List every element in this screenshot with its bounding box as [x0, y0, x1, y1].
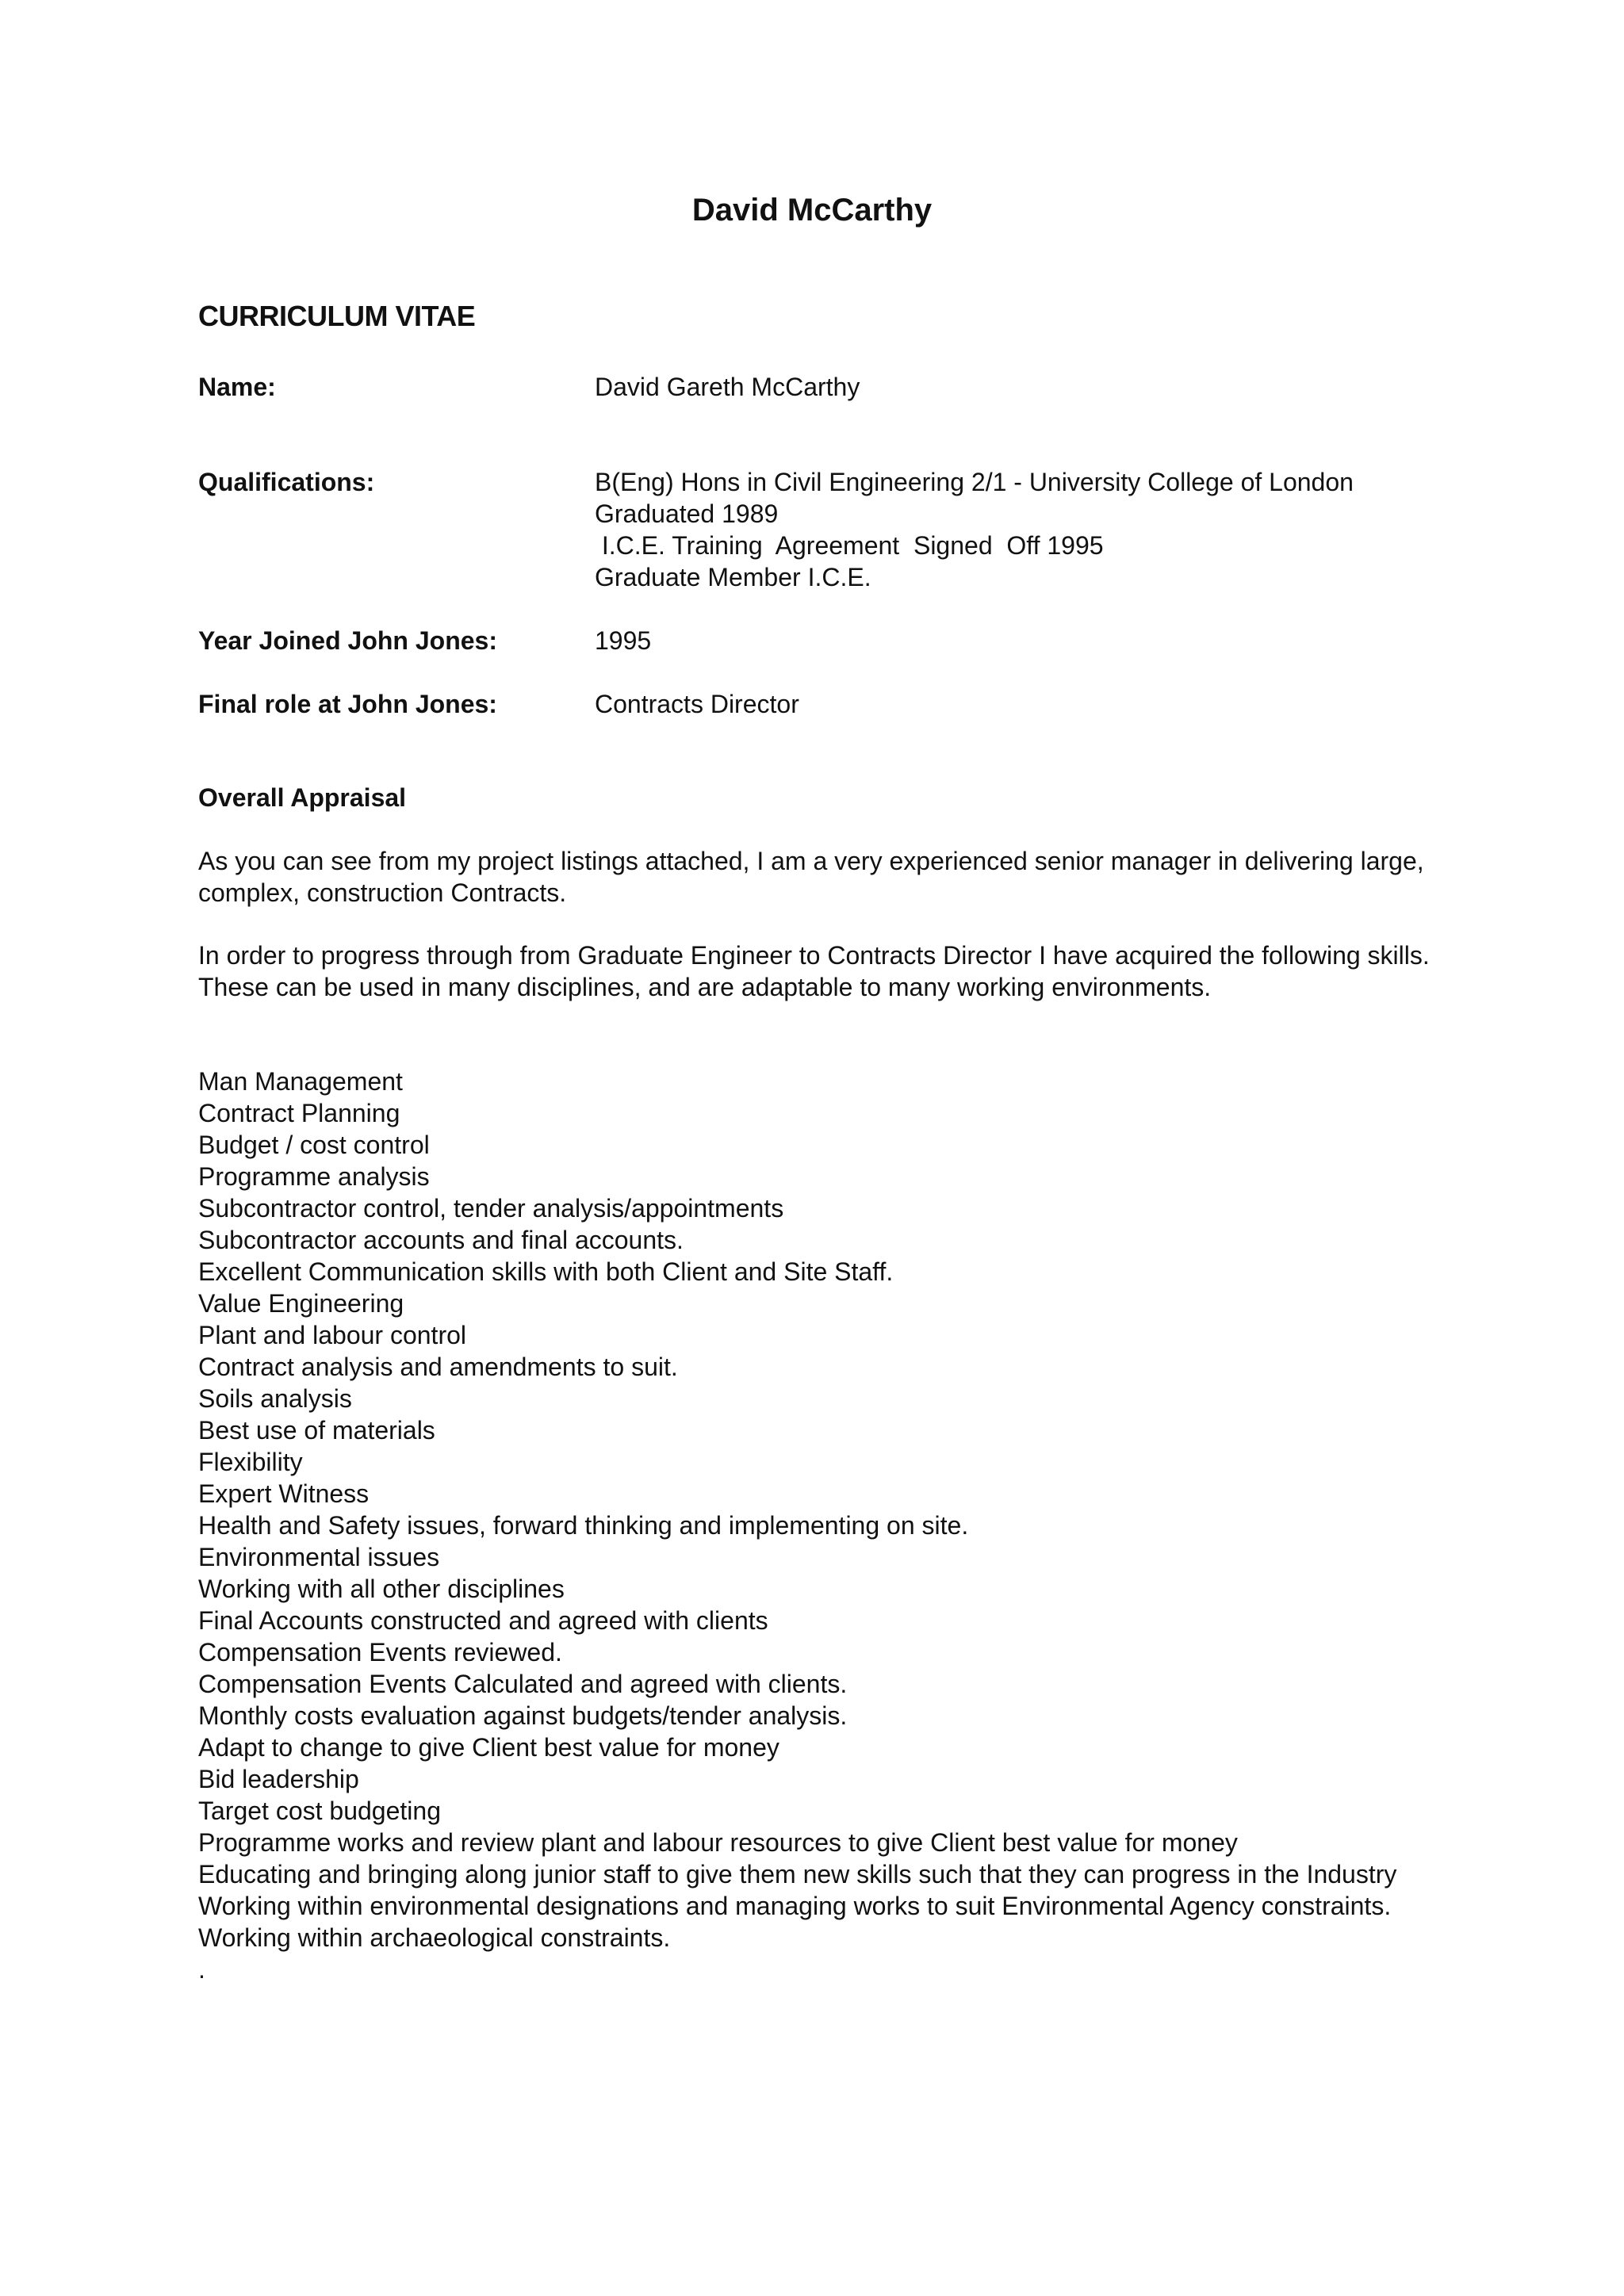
skill-item: Programme analysis	[198, 1162, 430, 1191]
skill-item: Budget / cost control	[198, 1131, 430, 1159]
skill-item: Subcontractor control, tender analysis/appointments	[198, 1194, 784, 1223]
name-label: Name:	[198, 373, 276, 401]
skill-item: Best use of materials	[198, 1416, 435, 1445]
qualifications-label: Qualifications:	[198, 468, 375, 496]
qualifications-value	[595, 466, 1354, 593]
skill-item: Final Accounts constructed and agreed with clients	[198, 1606, 768, 1635]
skills-list	[198, 1066, 1435, 1985]
skill-item: Environmental issues	[198, 1543, 440, 1571]
skill-item: Working within archaeological constraints.	[198, 1923, 671, 1952]
skill-item: Soils analysis	[198, 1384, 352, 1413]
skill-item: Monthly costs evaluation against budgets/tender analysis.	[198, 1701, 848, 1730]
qualification-line: Graduate Member I.C.E.	[595, 563, 871, 591]
skill-item: Bid leadership	[198, 1765, 359, 1793]
qualification-line: B(Eng) Hons in Civil Engineering 2/1 - University College of London	[595, 468, 1354, 496]
skill-item: Adapt to change to give Client best value for money	[198, 1733, 779, 1762]
document-title: David McCarthy	[691, 193, 933, 228]
skill-item: Educating and bringing along junior staff to give them new skills such that they can progress in the Industry	[198, 1860, 1397, 1888]
skill-item: Excellent Communication skills with both Client and Site Staff.	[198, 1257, 894, 1286]
name-value: David Gareth McCarthy	[595, 373, 860, 401]
skill-item: Compensation Events Calculated and agreed with clients.	[198, 1670, 848, 1698]
qualification-line: I.C.E. Training Agreement Signed Off 1995	[595, 531, 1104, 560]
skill-item: Value Engineering	[198, 1289, 404, 1318]
skill-item: Man Management	[198, 1067, 403, 1096]
skill-item: Flexibility	[198, 1448, 303, 1476]
final-role-label: Final role at John Jones:	[198, 690, 497, 718]
skill-item: Contract analysis and amendments to suit.	[198, 1353, 678, 1381]
skill-item: Health and Safety issues, forward thinking and implementing on site.	[198, 1511, 969, 1540]
skill-item: Subcontractor accounts and final accounts.	[198, 1226, 684, 1254]
skill-item: .	[198, 1955, 205, 1984]
skill-item: Plant and labour control	[198, 1321, 466, 1349]
skill-item: Programme works and review plant and labour resources to give Client best value for money	[198, 1828, 1238, 1857]
appraisal-paragraph-2: In order to progress through from Graduate Engineer to Contracts Director I have acquired the following skills. These can be used in many disciplines, and are adaptable to many working environments.	[198, 941, 1430, 1001]
skill-item: Contract Planning	[198, 1099, 400, 1127]
final-role-value: Contracts Director	[595, 690, 799, 718]
year-joined-value: 1995	[595, 626, 652, 655]
cv-heading: CURRICULUM VITAE	[198, 300, 476, 332]
appraisal-heading: Overall Appraisal	[198, 783, 407, 812]
skill-item: Expert Witness	[198, 1479, 370, 1508]
qualification-line: Graduated 1989	[595, 499, 779, 528]
skill-item: Working with all other disciplines	[198, 1575, 565, 1603]
skill-item: Working within environmental designations and managing works to suit Environmental Agency constraints.	[198, 1892, 1392, 1920]
skill-item: Compensation Events reviewed.	[198, 1638, 562, 1667]
skill-item: Target cost budgeting	[198, 1797, 441, 1825]
year-joined-label: Year Joined John Jones:	[198, 626, 497, 655]
appraisal-paragraph-1: As you can see from my project listings attached, I am a very experienced senior manager in delivering large, complex, construction Contracts.	[198, 847, 1424, 907]
